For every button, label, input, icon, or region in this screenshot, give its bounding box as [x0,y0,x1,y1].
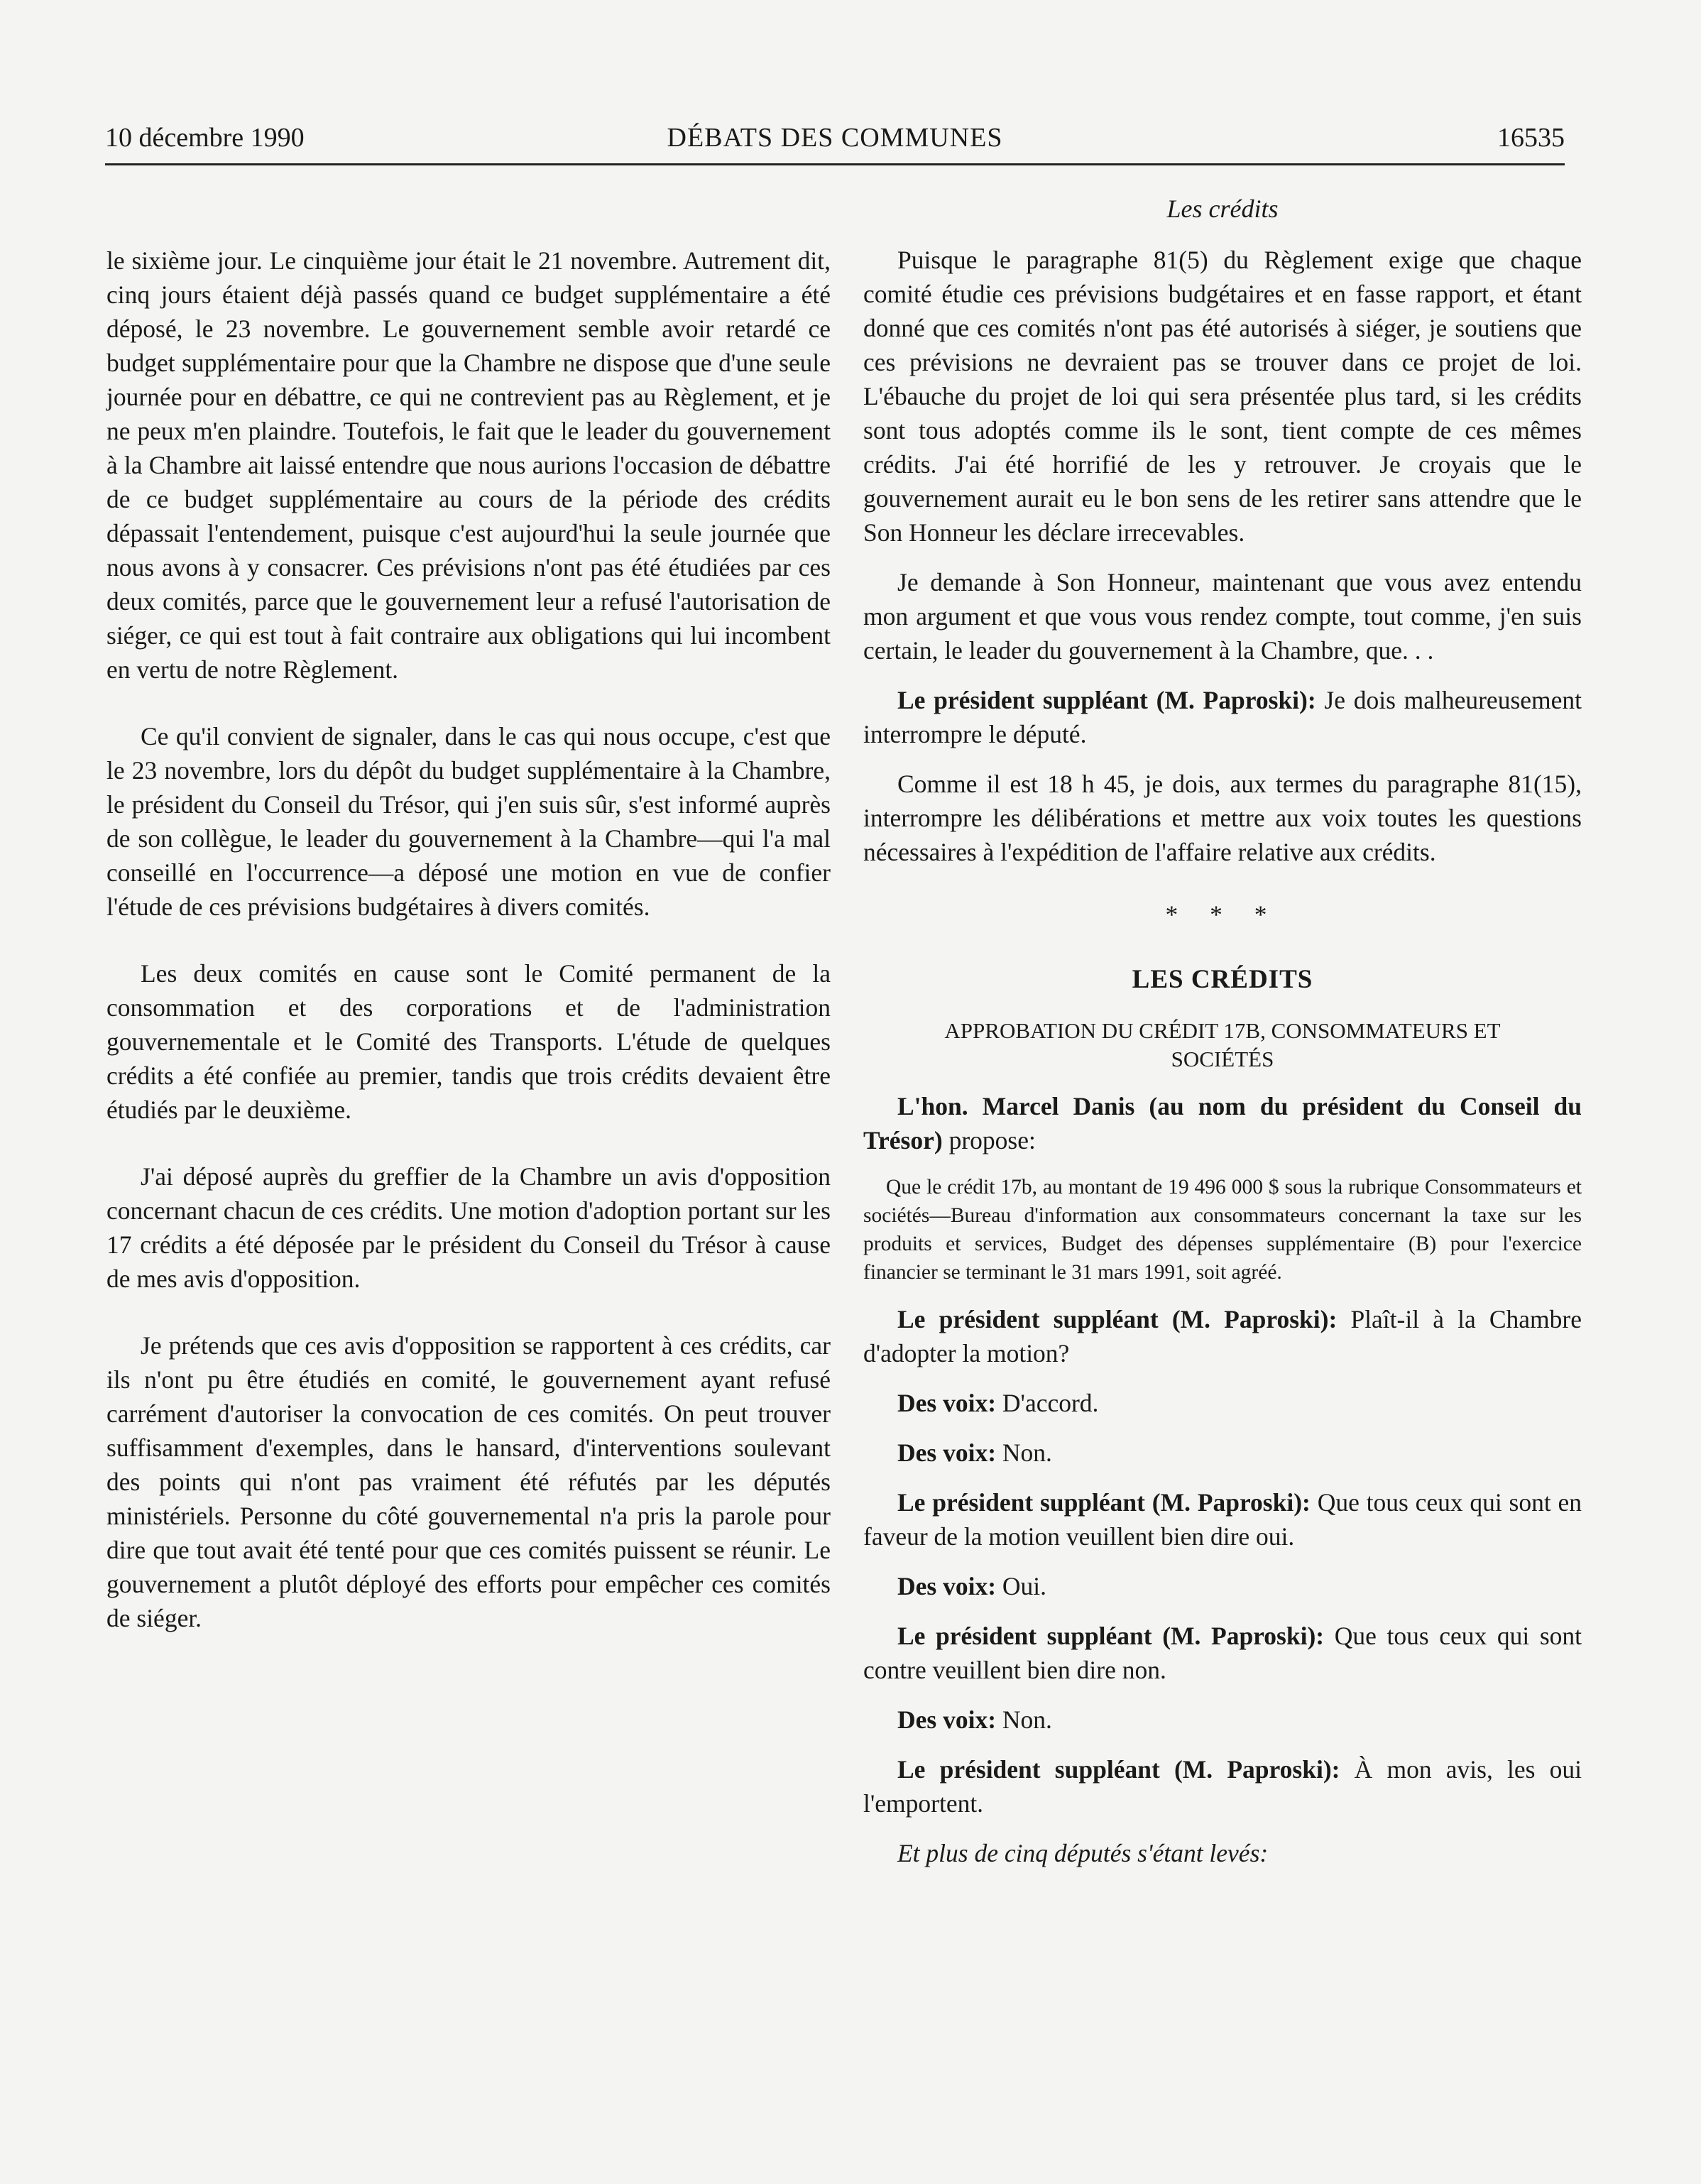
paragraph: J'ai déposé auprès du greffier de la Chambre un avis d'opposition concernant chacun de ces crédits. Une motion d'adoption portant sur les 17 crédits a été déposée par le président du Conseil du Trésor à cause de mes avis d'opposition. [106,1162,831,1293]
voices-text: Non. [1002,1438,1052,1467]
paragraph: Ce qu'il convient de signaler, dans le cas qui nous occupe, c'est que le 23 novembre, lors du dépôt du budget supplémentaire à la Chambre, le président du Conseil du Trésor, qui j'en suis sûr, s'est informé auprès de son collègue, le leader du gouvernement à la Chambre—qui l'a mal conseillé en l'occurrence—a déposé une motion en vue de confier l'étude de ces prévisions budgétaires à divers comités. [106,722,831,921]
speaker-paragraph [863,683,1582,751]
voices-label: Des voix: [897,1389,997,1417]
header-date: 10 décembre 1990 [105,123,305,153]
voices-paragraph [863,1436,1582,1470]
speaker-paragraph [863,1619,1582,1687]
speech-text: À mon avis, les oui l'emportent. [863,1755,1582,1818]
speech-text: Que tous ceux qui sont contre veuillent bien dire non. [863,1622,1582,1684]
section-separator: * * * [1165,900,1280,929]
page-header [105,122,1565,165]
speech-text: Plaît-il à la Chambre d'adopter la motion? [863,1305,1582,1367]
mover-verb: propose: [948,1126,1036,1154]
voices-paragraph [863,1386,1582,1420]
voices-label: Des voix: [897,1438,997,1467]
mover-name: L'hon. Marcel Danis (au nom du président du Conseil du Trésor) [863,1092,1582,1154]
paragraph: Je demande à Son Honneur, maintenant que vous avez entendu mon argument et que vous vous rendez compte, tout comme, j'en suis certain, le leader du gouvernement à la Chambre, que. . . [863,568,1582,665]
voices-text: D'accord. [1002,1389,1099,1417]
voices-text: Oui. [1002,1572,1047,1600]
speaker-paragraph [863,1302,1582,1370]
speech-text: Je dois malheureusement interrompre le député. [863,686,1582,748]
paragraph: le sixième jour. Le cinquième jour était le 21 novembre. Autrement dit, cinq jours étaient déjà passés quand ce budget supplémentaire a été déposé, le 23 novembre. Le gouvernement semble avoir retardé ce budget supplémentaire pour que la Chambre ne dispose que d'une seule journée pour en débattre, ce qui ne contrevient pas au Règlement, et je ne peux m'en plaindre. Toutefois, le fait que le leader du gouvernement à la Chambre ait laissé entendre que nous aurions l'occasion de débattre de ce budget supplémentaire au cours de la période des crédits dépassait l'entendement, puisque c'est aujourd'hui la seule journée que nous avons à y consacrer. Ces prévisions n'ont pas été étudiées par ces deux comités, parce que le gouvernement leur a refusé l'autorisation de siéger, ce qui est tout à fait contraire aux obligations qui lui incombent en vertu de notre Règlement. [106,246,831,684]
running-subhead: Les crédits [1166,195,1279,223]
header-page-number: 16535 [1497,123,1565,153]
speaker-name: Le président suppléant (M. Paproski): [897,1305,1338,1333]
motion-quote: Que le crédit 17b, au montant de 19 496 000 $ sous la rubrique Consommateurs et sociétés—Bureau d'information aux consommateurs concernant la taxe sur les produits et services, Budget des dépenses supplémentaire (B) pour l'exercice financier se terminant le 31 mars 1991, soit agréé. [863,1176,1582,1284]
header-title: DÉBATS DES COMMUNES [667,123,1003,153]
speaker-paragraph [863,1752,1582,1820]
voices-paragraph [863,1703,1582,1737]
speaker-name: Le président suppléant (M. Paproski): [897,1622,1325,1650]
speaker-name: Le président suppléant (M. Paproski): [897,1488,1311,1517]
voices-paragraph [863,1569,1582,1603]
left-column [106,244,831,1668]
voices-label: Des voix: [897,1705,997,1734]
paragraph: Les deux comités en cause sont le Comité permanent de la consommation et des corporations et de l'administration gouvernementale et le Comité des Transports. L'étude de quelques crédits a été confiée au premier, tandis que trois crédits devaient être étudiés par le deuxième. [106,959,831,1124]
right-column [863,192,1582,1886]
closing-italic-line: Et plus de cinq députés s'étant levés: [897,1839,1269,1867]
paragraph: Je prétends que ces avis d'opposition se rapportent à ces crédits, car ils n'ont pu être étudiés en comité, le gouvernement ayant refusé carrément d'autoriser la convocation de ces comités. On peut trouver suffisamment d'exemples, dans le hansard, d'interventions soulevant des points qui n'ont pas vraiment été réfutés par les députés ministériels. Personne du côté gouvernemental n'a pris la parole pour dire que tout avait été tenté pour que ces comités puissent se réunir. Le gouvernement a plutôt déployé des efforts pour empêcher ces comités de siéger. [106,1331,831,1632]
voices-text: Non. [1002,1705,1052,1734]
voices-label: Des voix: [897,1572,997,1600]
speaker-name: Le président suppléant (M. Paproski): [897,1755,1340,1784]
section-title: LES CRÉDITS [1132,965,1313,994]
paragraph: Puisque le paragraphe 81(5) du Règlement exige que chaque comité étudie ces prévisions budgétaires et en fasse rapport, et étant donné que ces comités n'ont pas été autorisés à siéger, je soutiens que ces prévisions ne devraient pas se trouver dans ce projet de loi. L'ébauche du projet de loi qui sera présentée plus tard, si les crédits sont tous adoptés comme ils le sont, tient compte de ces mêmes crédits. J'ai été horrifié de les y retrouver. Je croyais que le gouvernement aurait eu le bon sens de les retirer sans attendre que le Son Honneur les déclare irrecevables. [863,246,1582,547]
paragraph: Comme il est 18 h 45, je dois, aux termes du paragraphe 81(15), interrompre les délibérations et mettre aux voix toutes les questions nécessaires à l'expédition de l'affaire relative aux crédits. [863,770,1582,866]
speaker-name: Le président suppléant (M. Paproski): [897,686,1316,714]
speaker-paragraph [863,1485,1582,1554]
mover-paragraph [863,1089,1582,1157]
section-subtitle: APPROBATION DU CRÉDIT 17B, CONSOMMATEURS ET SOCIÉTÉS [944,1018,1501,1071]
speech-text: Que tous ceux qui sont en faveur de la motion veuillent bien dire oui. [863,1488,1582,1551]
